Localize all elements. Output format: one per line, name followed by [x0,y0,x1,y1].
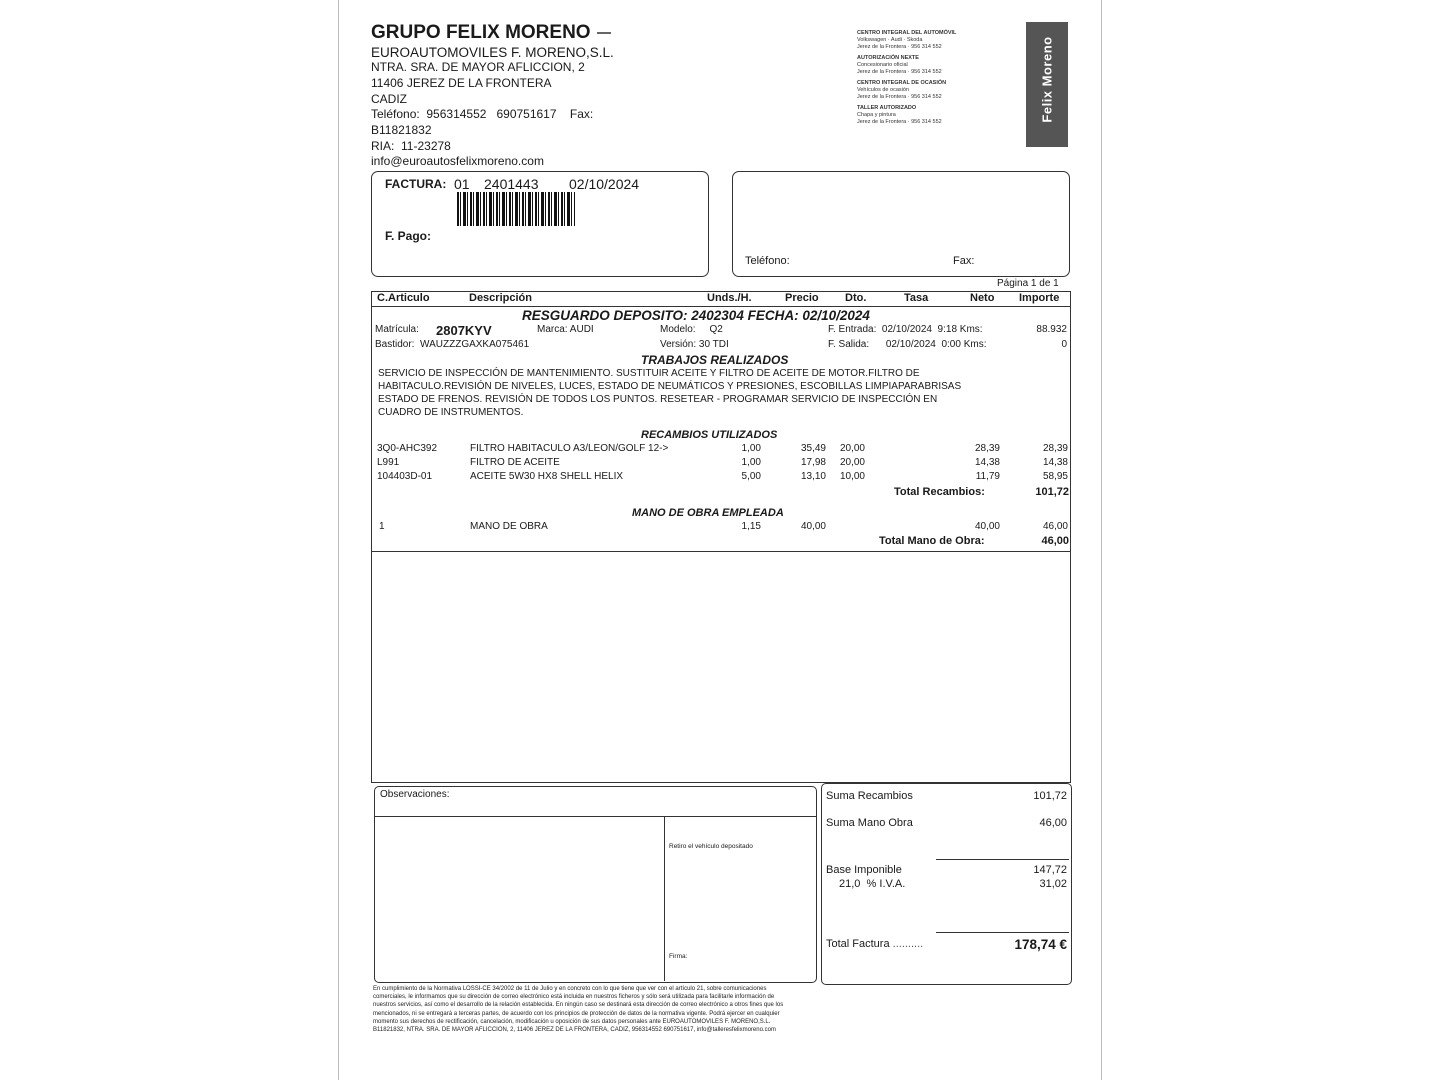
col-header-precio: Precio [785,292,819,304]
item-units: 1,15 [741,521,761,532]
center-line: Chapa y pintura [857,112,896,118]
legal-line: mencionados, ni se entregará a terceras partes, de acuerdo con los principios de protección de datos de la normativa vigente. Podrá ejercer en cualquier [373,1010,780,1017]
company-phones: Teléfono: 956314552 690751617 Fax: [371,107,594,121]
item-price: 17,98 [800,457,826,468]
col-header-dto: Dto. [845,292,867,304]
center-block [857,105,1025,126]
fecha-entrada: F. Entrada: 02/10/2024 9:18 Kms: [828,324,983,335]
item-code: 104403D-01 [377,471,433,482]
legal-line: En cumplimiento de la Normativa LOSSI-CE 34/2002 de 11 de Julio y en concreto con lo que tiene que ver con el artículo 21, sobre comunicaciones [373,986,767,992]
trabajos-line: HABITACULO.REVISIÓN DE NIVELES, LUCES, ESTADO DE NEUMÁTICOS Y PRESIONES, ESCOBILLAS LIMPIAPARABRISAS [378,381,962,392]
fecha-salida: F. Salida: 02/10/2024 0:00 Kms: [828,339,987,350]
item-units: 1,00 [741,443,761,454]
company-province: CADIZ [371,92,407,106]
col-header-unidades: Unds./H. [707,292,752,304]
legal-line: momento sus derechos de rectificación, cancelación, modificación u oposición de sus datos personales ante EUROAUTOMOVILES F. MORENO,S.L. [373,1018,771,1025]
matricula-label: Matrícula: [375,324,419,335]
legal-line: nuestros servicios, así como el desarrollo de la relación establecida. En ningún caso se destinará esta dirección de correo electrónico a otros fines que los [373,1002,784,1009]
base-label: Base Imponible [826,864,902,876]
center-title: CENTRO INTEGRAL DE OCASIÓN [857,80,947,86]
item-neto: 40,00 [974,521,1000,532]
suma-recambios: 101,72 [1033,790,1067,802]
item-desc: ACEITE 5W30 HX8 SHELL HELIX [470,471,624,482]
center-block [857,80,1025,101]
client-telefono-label: Teléfono: [745,255,790,267]
page-number: Página 1 de 1 [997,278,1059,289]
item-desc: MANO DE OBRA [470,521,548,532]
item-units: 1,00 [741,457,761,468]
legal-line: B11821832, NTRA. SRA. DE MAYOR AFLICCION, 2, 11406 JEREZ DE LA FRONTERA, CADIZ, 956314552 690751617, info@talleresfelixmoreno.com [373,1027,776,1034]
total-recambios: 101,72 [1035,486,1069,498]
entrada-kms: 88.932 [1036,324,1067,335]
col-header-descripcion: Descripción [469,292,532,304]
trabajos-title: TRABAJOS REALIZADOS [641,353,789,367]
center-block [857,30,1025,51]
suma-recambios-label: Suma Recambios [826,790,913,802]
company-cif: B11821832 [371,123,432,137]
item-price: 35,49 [800,443,826,454]
center-line: Concesionario oficial [857,62,908,68]
trabajos-line: SERVICIO DE INSPECCIÓN DE MANTENIMIENTO. SUSTITUIR ACEITE Y FILTRO DE ACEITE DE MOTOR.FILTRO DE [378,368,920,379]
center-line: Jerez de la Frontera · 956 314 552 [857,119,942,125]
center-title: CENTRO INTEGRAL DEL AUTOMÓVIL [857,30,957,36]
item-desc: FILTRO DE ACEITE [470,457,560,468]
pago-label: F. Pago: [385,229,432,243]
modelo: Modelo: Q2 [660,324,723,335]
item-neto: 28,39 [974,443,1000,454]
factura-label: FACTURA: [385,177,447,191]
item-code: 1 [379,521,385,532]
factura-series: 01 [454,176,470,192]
total-label: Total Factura .......... [826,938,924,950]
centers-list [857,30,1025,126]
factura-date: 02/10/2024 [569,176,640,192]
recambios-title: RECAMBIOS UTILIZADOS [641,429,778,441]
invoice-page [338,0,1102,1080]
center-line: Volkswagen · Audi · Skoda [857,37,923,43]
suma-mano: 46,00 [1039,817,1067,829]
version: Versión: 30 TDI [660,339,729,350]
mano-obra-title: MANO DE OBRA EMPLEADA [632,507,784,519]
matricula-value: 2807KYV [436,323,492,338]
item-importe: 28,39 [1042,443,1068,454]
total-factura: 178,74 € [1014,937,1067,952]
col-header-importe: Importe [1019,292,1060,304]
item-code: 3Q0-AHC392 [377,443,438,454]
company-group: GRUPO FELIX MORENO [371,22,611,44]
firma-label: Firma: [669,953,688,960]
item-dto: 20,00 [839,457,865,468]
item-code: L991 [377,457,400,468]
center-line: Jerez de la Frontera · 956 314 552 [857,69,942,75]
item-importe: 14,38 [1042,457,1068,468]
salida-kms: 0 [1061,339,1067,350]
retiro-label: Retiro el vehículo depositado [669,843,753,850]
observaciones-split [664,817,665,981]
col-header-tasa: Tasa [904,292,929,304]
factura-number: 2401443 [484,176,539,192]
iva-label: 21,0 % I.V.A. [839,878,906,890]
center-line: Vehículos de ocasión [857,87,909,93]
company-city: 11406 JEREZ DE LA FRONTERA [371,76,552,90]
item-price: 40,00 [800,521,826,532]
bastidor: Bastidor: WAUZZZGAXKA075461 [375,339,530,350]
item-neto: 14,38 [974,457,1000,468]
center-title: AUTORIZACIÓN NEXTE [857,55,919,61]
total-recambios-label: Total Recambios: [894,486,985,498]
observaciones-label: Observaciones: [380,789,450,800]
item-dto: 10,00 [839,471,865,482]
center-line: Jerez de la Frontera · 956 314 552 [857,94,942,100]
company-ria: RIA: 11-23278 [371,139,451,153]
client-fax-label: Fax: [953,255,975,267]
center-block [857,55,1025,76]
suma-mano-label: Suma Mano Obra [826,817,913,829]
barcode [457,192,575,226]
item-importe: 46,00 [1042,521,1068,532]
observaciones-divider [375,816,816,817]
total-mano-label: Total Mano de Obra: [879,535,985,547]
item-price: 13,10 [800,471,826,482]
item-neto: 11,79 [975,471,1000,482]
item-dto: 20,00 [839,443,865,454]
item-desc: FILTRO HABITACULO A3/LEON/GOLF 12-> [470,443,669,454]
trabajos-line: CUADRO DE INSTRUMENTOS. [378,407,524,418]
legal-notice [373,985,1013,1034]
col-header-articulo: C.Articulo [377,292,430,304]
deposit-title: RESGUARDO DEPOSITO: 2402304 FECHA: 02/10/2024 [522,308,870,323]
marca: Marca: AUDI [537,324,594,335]
col-header-neto: Neto [970,292,995,304]
company-name: EUROAUTOMOVILES F. MORENO,S.L. [371,45,614,60]
item-importe: 58,95 [1042,471,1068,482]
base-value: 147,72 [1033,864,1067,876]
brand-logo-text: Felix Moreno [1039,36,1055,123]
company-address: NTRA. SRA. DE MAYOR AFLICCION, 2 [371,60,585,74]
body-divider [372,551,1070,552]
base-divider [936,859,1069,860]
trabajos-line: ESTADO DE FRENOS. REVISIÓN DE TODOS LOS PUNTOS. RESETEAR - PROGRAMAR SERVICIO DE INSPECCIÓN EN [378,394,938,405]
brand-logo [1026,22,1068,147]
total-divider [936,932,1069,933]
item-units: 5,00 [741,471,761,482]
header-divider [372,306,1070,307]
center-line: Jerez de la Frontera · 956 314 552 [857,44,942,50]
legal-line: comerciales, le informamos que su dirección de correo electrónico está incluida en nuestros ficheros y sólo será utilizada para facilitarle información de [373,994,775,1001]
iva-value: 31,02 [1039,878,1067,890]
total-mano: 46,00 [1041,535,1069,547]
company-email: info@euroautosfelixmoreno.com [371,154,544,168]
center-title: TALLER AUTORIZADO [857,105,917,111]
